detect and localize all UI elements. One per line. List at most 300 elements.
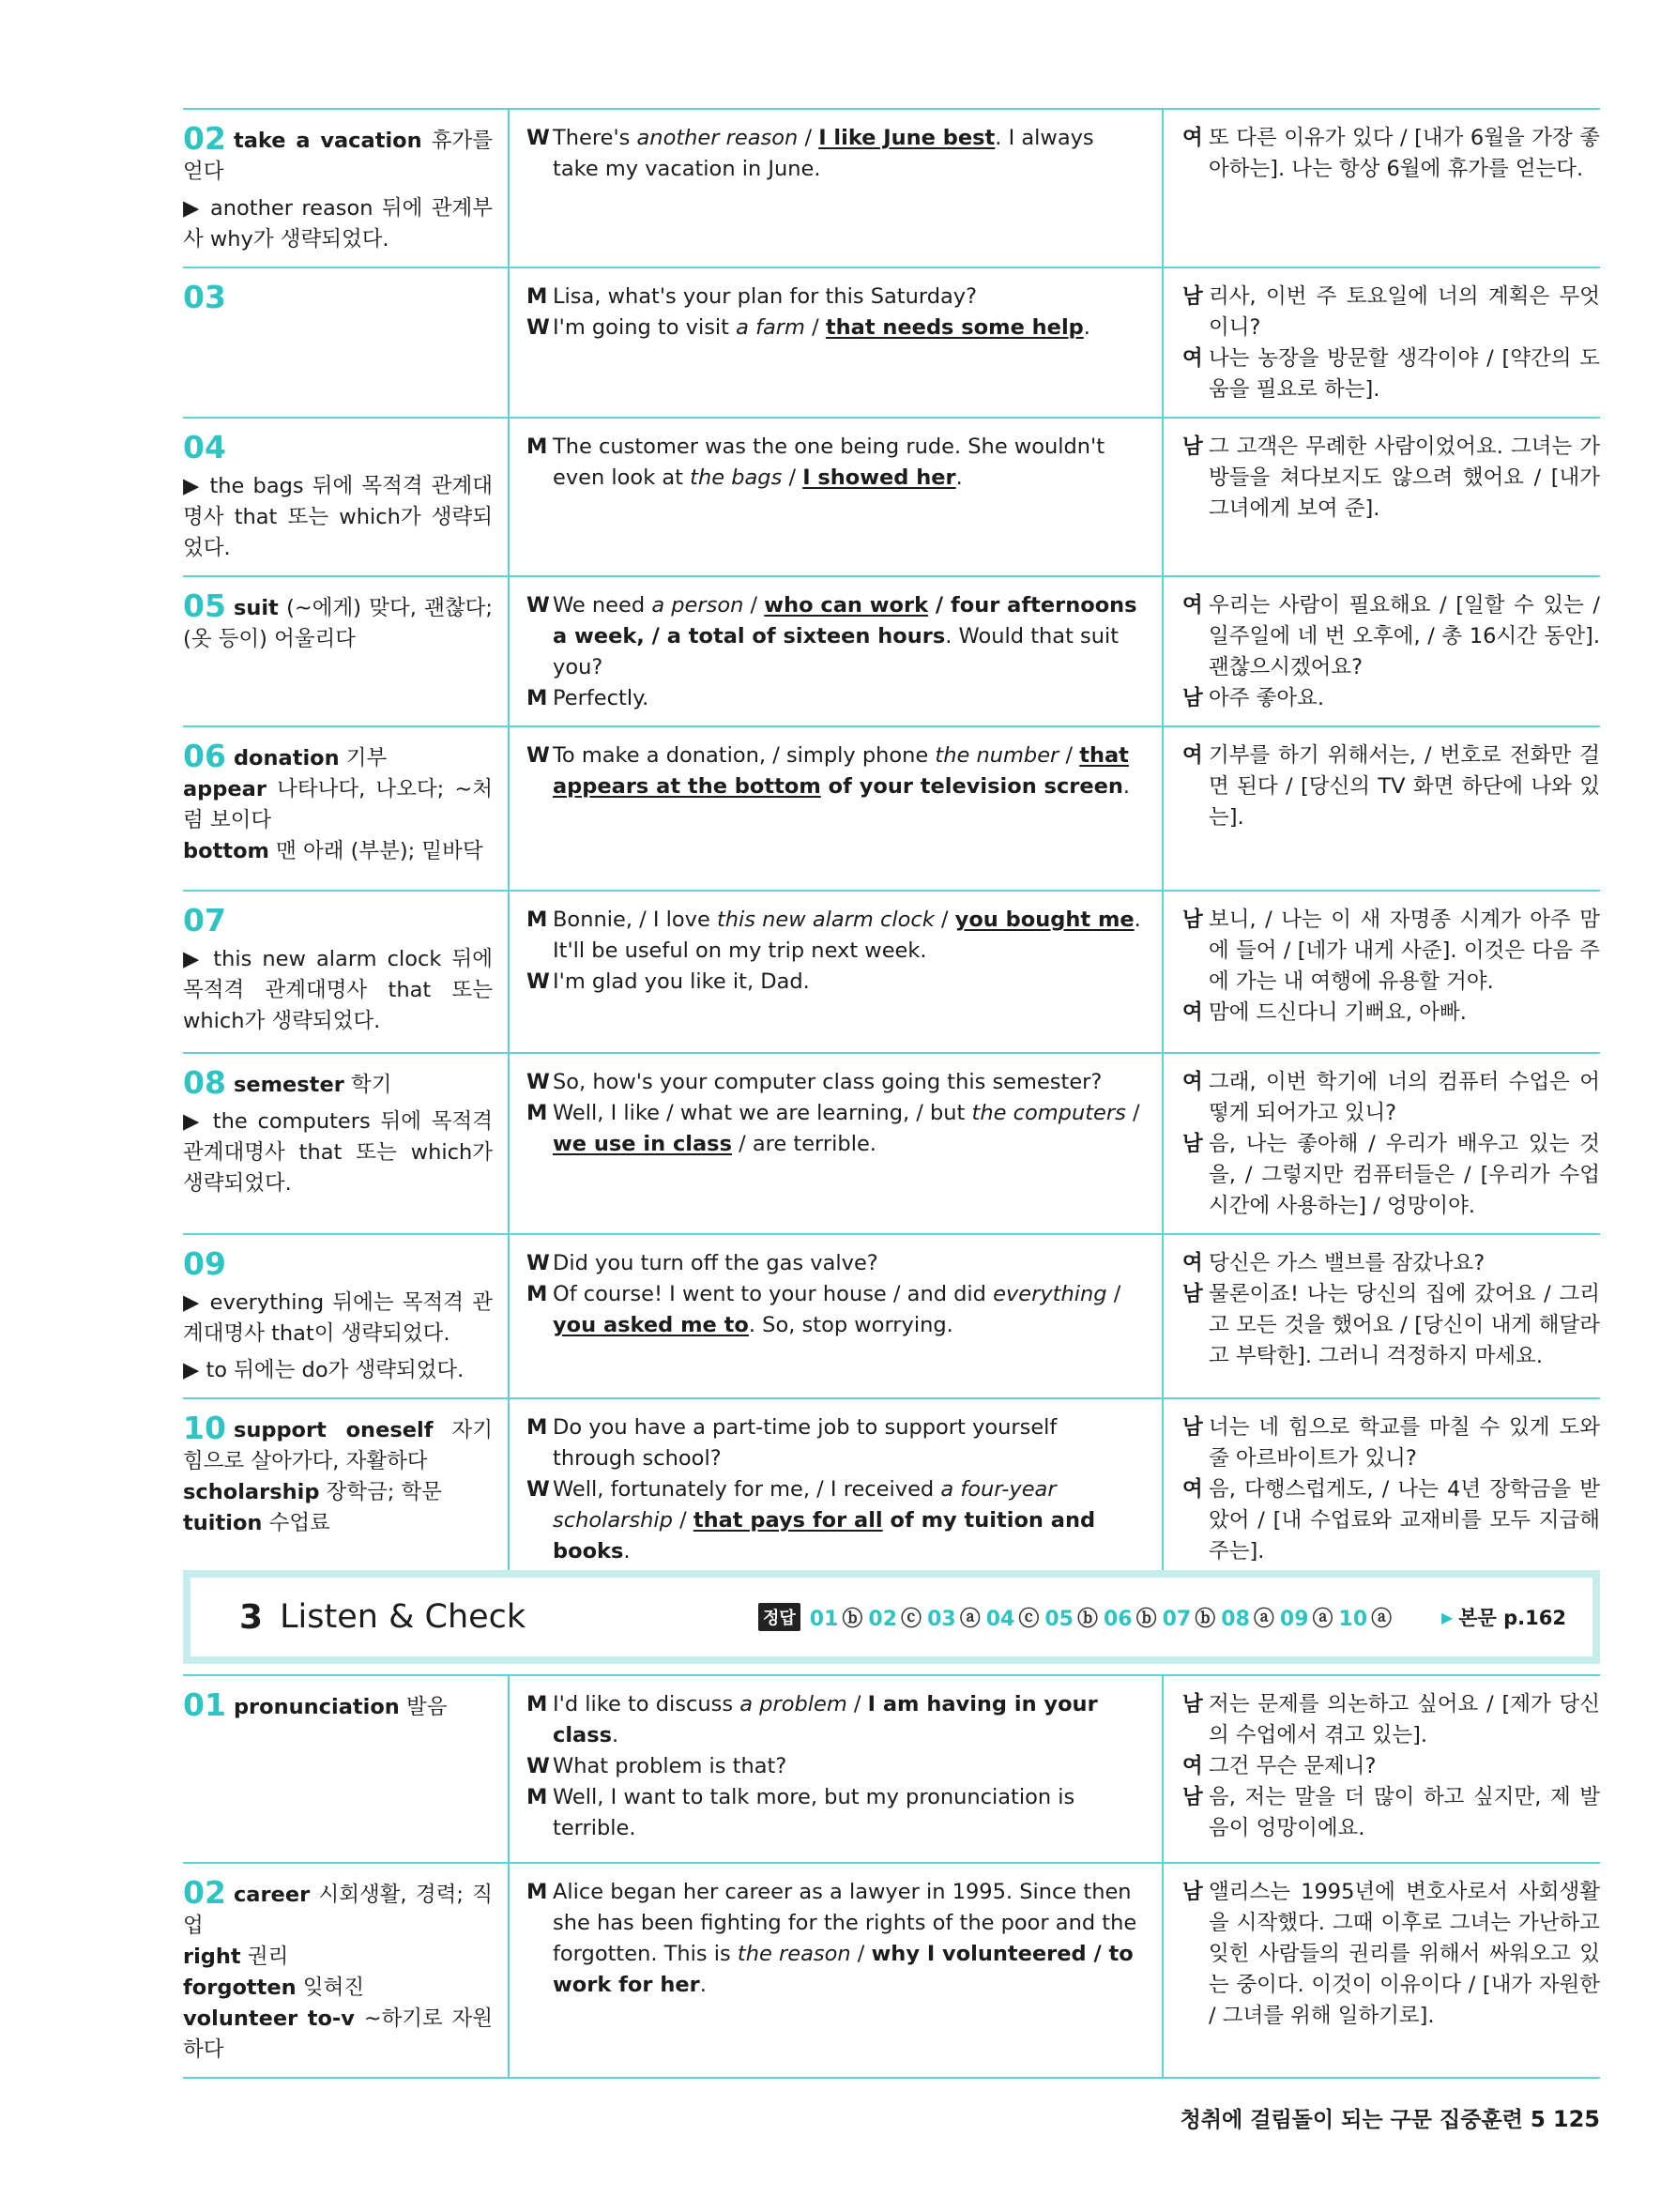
dialogue-segment: a problem — [739, 1692, 847, 1716]
notes-cell — [183, 109, 509, 267]
item-number: 06 — [183, 738, 226, 774]
dialogue-segment: Well, I want to talk more, but my pronunciation is terrible. — [553, 1785, 1075, 1840]
dialogue-text — [553, 1474, 1141, 1567]
korean-translation-cell — [1163, 267, 1600, 418]
translation-text: 맘에 드신다니 기뻐요, 아빠. — [1209, 1000, 1467, 1025]
note-line — [183, 1942, 493, 1973]
english-dialogue-cell — [509, 1398, 1163, 1579]
dialogue-segment: why I volunteered / to work for her — [553, 1942, 1134, 1997]
speaker-label: W — [526, 1251, 550, 1275]
answer-choice: ⓐ — [1312, 1607, 1333, 1631]
dialogue-segment: the number — [935, 743, 1059, 768]
dialogue-segment: who can work — [764, 593, 929, 618]
section-number: 3 — [239, 1597, 264, 1637]
translation-line — [1182, 1067, 1600, 1129]
answer-choice: ⓑ — [842, 1607, 863, 1631]
vocab-meaning: ~하기로 자원하다 — [183, 2006, 493, 2062]
grammar-note: ▶ to 뒤에는 do가 생략되었다. — [183, 1358, 465, 1382]
table-row — [183, 726, 1600, 891]
note-line — [183, 1412, 493, 1477]
translation-text: 우리는 사람이 필요해요 / [일할 수 있는 / 일주일에 네 번 오후에, / 총 16시간 동안]. 괜찮으시겠어요? — [1209, 593, 1600, 679]
dialogue-segment: So, how's your computer class going this semester? — [553, 1070, 1103, 1094]
answer-number: 06 — [1103, 1607, 1133, 1631]
vocab-meaning: 자기 힘으로 살아가다, 자활하다 — [183, 1418, 493, 1473]
dialogue-segment: / — [934, 908, 955, 932]
speaker-label: 여 — [1182, 126, 1203, 150]
item-number: 03 — [183, 279, 226, 315]
korean-translation-cell — [1163, 1234, 1600, 1398]
dialogue-text — [553, 1248, 1141, 1279]
dialogue-segment: . — [612, 1723, 619, 1747]
grammar-note: ▶ the computers 뒤에 목적격 관계대명사 that 또는 which가 생략되었다. — [183, 1109, 493, 1196]
korean-translation-cell — [1163, 1053, 1600, 1234]
translation-line — [1182, 343, 1600, 405]
vocab-meaning: 장학금; 학문 — [319, 1480, 442, 1504]
note-line — [183, 774, 493, 836]
speaker-label: M — [526, 1785, 548, 1809]
answer-list — [806, 1603, 1394, 1632]
dialogue-line — [526, 1689, 1141, 1751]
item-number: 10 — [183, 1410, 226, 1446]
dialogue-segment: this new alarm clock — [716, 908, 935, 932]
answer-choice: ⓒ — [901, 1607, 922, 1631]
table-row — [183, 891, 1600, 1053]
translation-line — [1182, 683, 1600, 714]
dialogue-segment: a person — [651, 593, 744, 618]
english-dialogue-cell — [509, 726, 1163, 891]
dialogue-table-part-1 — [183, 108, 1600, 1580]
dialogue-segment: I'd like to discuss — [553, 1692, 740, 1716]
vocab-term: career — [233, 1883, 311, 1907]
dialogue-text — [553, 1782, 1141, 1844]
translation-text: 그래, 이번 학기에 너의 컴퓨터 수업은 어떻게 되어가고 있니? — [1209, 1070, 1600, 1125]
translation-text: 물론이죠! 나는 당신의 집에 갔어요 / 그리고 모든 것을 했어요 / [당신이 내게 해달라고 부탁한]. 그러니 걱정하지 마세요. — [1209, 1282, 1600, 1368]
item-number: 08 — [183, 1064, 226, 1101]
item-number: 04 — [183, 429, 226, 465]
vocab-term: forgotten — [183, 1976, 297, 2000]
korean-translation-cell — [1163, 1675, 1600, 1863]
dialogue-text — [553, 590, 1141, 683]
dialogue-segment: / — [846, 1692, 868, 1716]
note-line — [183, 587, 493, 655]
dialogue-segment: Alice began her career as a lawyer in 1995. Since then she has been fighting for the rights of the poor and the forgotten. This is — [553, 1880, 1137, 1966]
speaker-label: M — [526, 908, 548, 932]
dialogue-segment: everything — [993, 1282, 1107, 1306]
dialogue-segment: Did you turn off the gas valve? — [553, 1251, 878, 1275]
speaker-label: M — [526, 435, 548, 459]
dialogue-segment: / — [1059, 743, 1080, 768]
answer-number: 10 — [1338, 1607, 1368, 1631]
dialogue-segment: / — [850, 1942, 872, 1966]
notes-cell — [183, 891, 509, 1053]
dialogue-text — [553, 282, 1141, 313]
notes-cell — [183, 418, 509, 576]
speaker-label: W — [526, 743, 550, 768]
english-dialogue-cell — [509, 267, 1163, 418]
speaker-label: W — [526, 969, 550, 994]
dialogue-segment: / — [798, 126, 819, 150]
speaker-label: 남 — [1182, 1785, 1203, 1809]
dialogue-segment: / — [1106, 1282, 1121, 1306]
dialogue-segment: / — [743, 593, 765, 618]
note-line — [183, 1973, 493, 2004]
dialogue-text — [553, 1877, 1141, 2001]
dialogue-segment: of your television screen — [820, 774, 1123, 799]
translation-line — [1182, 1129, 1600, 1222]
notes-cell — [183, 267, 509, 418]
number-line — [183, 1245, 493, 1282]
dialogue-segment: Of course! I went to your house / and did — [553, 1282, 994, 1306]
dialogue-segment: What problem is that? — [553, 1754, 787, 1778]
dialogue-segment: that needs some help — [825, 315, 1084, 340]
answer-choice: ⓑ — [1076, 1607, 1098, 1631]
speaker-label: 남 — [1182, 1880, 1203, 1904]
dialogue-segment: I'm going to visit — [553, 315, 737, 340]
note-line — [183, 2004, 493, 2066]
note-line — [183, 1874, 493, 1942]
dialogue-line — [526, 313, 1141, 343]
translation-line — [1182, 1782, 1600, 1844]
korean-translation-cell — [1163, 109, 1600, 267]
vocab-meaning: (~에게) 맞다, 괜찮다; (옷 등이) 어울리다 — [183, 596, 493, 651]
speaker-label: 여 — [1182, 1754, 1203, 1778]
dialogue-line — [526, 905, 1141, 967]
dialogue-segment: / — [804, 315, 826, 340]
page-number: 125 — [1552, 2106, 1600, 2132]
dialogue-segment: The customer was the one being rude. She wouldn't even look at — [553, 435, 1105, 490]
grammar-note: ▶ this new alarm clock 뒤에 목적격 관계대명사 that 또는 which가 생략되었다. — [183, 947, 493, 1033]
dialogue-segment: Lisa, what's your plan for this Saturday? — [553, 284, 978, 309]
grammar-note: ▶ everything 뒤에는 목적격 관계대명사 that이 생략되었다. — [183, 1290, 493, 1346]
translation-line — [1182, 123, 1600, 185]
dialogue-segment: I am having in your class — [553, 1692, 1098, 1747]
speaker-label: W — [526, 1477, 550, 1502]
translation-line — [1182, 1412, 1600, 1474]
speaker-label: M — [526, 1415, 548, 1440]
item-number: 02 — [183, 120, 226, 157]
dialogue-line — [526, 1098, 1141, 1160]
english-dialogue-cell — [509, 109, 1163, 267]
translation-text: 저는 문제를 의논하고 싶어요 / [제가 당신의 수업에서 겪고 있는]. — [1209, 1692, 1600, 1747]
speaker-label: 여 — [1182, 1477, 1203, 1502]
answer-choice: ⓐ — [1253, 1607, 1274, 1631]
dialogue-table-part-2 — [183, 1674, 1600, 2079]
dialogue-text — [553, 683, 1141, 714]
answer-number: 03 — [927, 1607, 956, 1631]
vocab-meaning: 권리 — [240, 1945, 289, 1969]
translation-line — [1182, 432, 1600, 525]
dialogue-line — [526, 1877, 1141, 2001]
speaker-label: 남 — [1182, 1132, 1203, 1156]
translation-line — [1182, 1877, 1600, 2032]
answer-choice: ⓑ — [1135, 1607, 1157, 1631]
dialogue-segment: Perfectly. — [553, 686, 649, 710]
vocab-term: semester — [233, 1073, 344, 1097]
translation-text: 아주 좋아요. — [1209, 686, 1324, 710]
translation-text: 기부를 하기 위해서는, / 번호로 전화만 걸면 된다 / [당신의 TV 화면 하단에 나와 있는]. — [1209, 743, 1600, 830]
answer-label: 정답 — [758, 1603, 800, 1631]
dialogue-line — [526, 1279, 1141, 1341]
dialogue-segment: that appears at the bottom — [553, 743, 1129, 799]
dialogue-segment: a farm — [736, 315, 805, 340]
note-line — [183, 740, 493, 774]
note-line — [183, 1477, 493, 1508]
dialogue-line — [526, 740, 1141, 802]
translation-text: 너는 네 힘으로 학교를 마칠 수 있게 도와줄 아르바이트가 있니? — [1209, 1415, 1600, 1471]
translation-text: 음, 저는 말을 더 많이 하고 싶지만, 제 발음이 엉망이에요. — [1209, 1785, 1600, 1840]
grammar-note: ▶ the bags 뒤에 목적격 관계대명사 that 또는 which가 생략되었다. — [183, 474, 493, 560]
dialogue-line — [526, 432, 1141, 494]
speaker-label: 여 — [1182, 1000, 1203, 1025]
vocab-term: tuition — [183, 1511, 263, 1535]
dialogue-text — [553, 123, 1141, 185]
dialogue-segment: . — [955, 465, 963, 490]
item-number: 07 — [183, 902, 226, 938]
speaker-label: 여 — [1182, 1251, 1203, 1275]
dialogue-text — [553, 1412, 1141, 1474]
speaker-label: W — [526, 126, 550, 150]
dialogue-segment: I like June best — [818, 126, 996, 150]
korean-translation-cell — [1163, 726, 1600, 891]
speaker-label: 남 — [1182, 284, 1203, 309]
table-row — [183, 1053, 1600, 1234]
dialogue-segment: the reason — [737, 1942, 851, 1966]
number-line — [183, 279, 493, 315]
vocab-meaning: 시회생활, 경력; 직업 — [183, 1883, 493, 1938]
dialogue-line — [526, 1474, 1141, 1567]
dialogue-segment: . — [699, 1973, 707, 1997]
dialogue-line — [526, 1412, 1141, 1474]
answer-choice: ⓐ — [959, 1607, 981, 1631]
vocab-term: volunteer to-v — [183, 2006, 355, 2031]
notes-cell — [183, 1675, 509, 1863]
notes-cell — [183, 1234, 509, 1398]
answer-choice: ⓐ — [1371, 1607, 1393, 1631]
dialogue-text — [553, 1279, 1141, 1341]
dialogue-segment: I showed her — [802, 465, 956, 490]
vocab-meaning: 잊혀진 — [296, 1976, 365, 2000]
speaker-label: 여 — [1182, 593, 1203, 618]
dialogue-segment: / — [1125, 1101, 1140, 1125]
english-dialogue-cell — [509, 1675, 1163, 1863]
dialogue-segment: Well, I like / what we are learning, / but — [553, 1101, 972, 1125]
speaker-label: 남 — [1182, 1692, 1203, 1716]
dialogue-line — [526, 1782, 1141, 1844]
number-line — [183, 429, 493, 465]
speaker-label: W — [526, 1070, 550, 1094]
dialogue-text — [553, 905, 1141, 967]
dialogue-line — [526, 683, 1141, 714]
speaker-label: M — [526, 284, 548, 309]
dialogue-segment: . — [1122, 774, 1131, 799]
english-dialogue-cell — [509, 891, 1163, 1053]
vocab-meaning: 나타나다, 나오다; ~처럼 보이다 — [183, 777, 493, 832]
speaker-label: M — [526, 686, 548, 710]
korean-translation-cell — [1163, 891, 1600, 1053]
dialogue-segment: we use in class — [553, 1132, 732, 1156]
translation-line — [1182, 282, 1600, 343]
english-dialogue-cell — [509, 576, 1163, 726]
notes-cell — [183, 1863, 509, 2078]
english-dialogue-cell — [509, 1053, 1163, 1234]
speaker-label: W — [526, 1754, 550, 1778]
dialogue-segment: / four afternoons a week, / a total of sixteen hours — [553, 593, 1137, 648]
vocab-meaning: 수업료 — [262, 1511, 330, 1535]
translation-text: 그 고객은 무례한 사람이었어요. 그녀는 가방들을 쳐다보지도 않으려 했어요 / [내가 그녀에게 보여 준]. — [1209, 435, 1600, 521]
footer-title: 청취에 걸림돌이 되는 구문 집중훈련 5 — [1180, 2108, 1546, 2132]
vocab-term: suit — [233, 596, 279, 620]
vocab-term: take a vacation — [233, 129, 422, 153]
vocab-term: appear — [183, 777, 267, 801]
dialogue-segment: To make a donation, / simply phone — [553, 743, 936, 768]
translation-text: 음, 다행스럽게도, / 나는 4년 장학금을 받았어 / [내 수업료와 교재비를 모두 지급해 주는]. — [1209, 1477, 1600, 1564]
dialogue-segment: Do you have a part-time job to support yourself through school? — [553, 1415, 1058, 1471]
dialogue-line — [526, 1248, 1141, 1279]
answer-choice: ⓑ — [1195, 1607, 1216, 1631]
table-row — [183, 418, 1600, 576]
speaker-label: 남 — [1182, 686, 1203, 710]
speaker-label: W — [526, 315, 550, 340]
answer-number: 09 — [1279, 1607, 1309, 1631]
dialogue-segment: you asked me to — [553, 1313, 749, 1337]
translation-text: 보니, / 나는 이 새 자명종 시계가 아주 맘에 들어 / [네가 내게 사준]. 이것은 다음 주에 가는 내 여행에 유용할 거야. — [1209, 908, 1600, 994]
speaker-label: W — [526, 593, 550, 618]
item-number: 05 — [183, 587, 226, 624]
answer-number: 04 — [985, 1607, 1015, 1631]
note-line — [183, 1064, 493, 1101]
speaker-label: 여 — [1182, 743, 1203, 768]
dialogue-segment: I'm glad you like it, Dad. — [553, 969, 810, 994]
translation-text: 당신은 가스 밸브를 잠갔나요? — [1209, 1251, 1486, 1275]
note-line — [183, 120, 493, 188]
table-row — [183, 1863, 1600, 2078]
translation-line — [1182, 998, 1600, 1029]
answer-number: 05 — [1044, 1607, 1074, 1631]
dialogue-segment: . It'll be useful on my trip next week. — [553, 908, 1141, 963]
notes-cell — [183, 1053, 509, 1234]
speaker-label: M — [526, 1880, 548, 1904]
notes-cell — [183, 576, 509, 726]
speaker-label: 여 — [1182, 1070, 1203, 1094]
dialogue-segment: . — [623, 1539, 631, 1564]
page-reference-text: 본문 p.162 — [1458, 1607, 1566, 1629]
dialogue-segment: / are terrible. — [731, 1132, 876, 1156]
speaker-label: M — [526, 1692, 548, 1716]
table-row — [183, 109, 1600, 267]
dialogue-segment: There's — [553, 126, 637, 150]
dialogue-line — [526, 590, 1141, 683]
vocab-term: support oneself — [233, 1418, 434, 1442]
dialogue-segment: / — [672, 1508, 693, 1533]
vocab-meaning: 기부 — [339, 746, 388, 770]
dialogue-text — [553, 1098, 1141, 1160]
answer-number: 02 — [868, 1607, 898, 1631]
page-footer — [1181, 2102, 1600, 2133]
translation-line — [1182, 1474, 1600, 1567]
item-number: 09 — [183, 1245, 226, 1282]
table-row — [183, 1234, 1600, 1398]
korean-translation-cell — [1163, 576, 1600, 726]
table-row — [183, 1398, 1600, 1579]
korean-translation-cell — [1163, 418, 1600, 576]
translation-line — [1182, 1751, 1600, 1782]
speaker-label: M — [526, 1282, 548, 1306]
dialogue-text — [553, 740, 1141, 802]
table-row — [183, 267, 1600, 418]
section-3-header — [183, 1570, 1600, 1664]
vocab-term: pronunciation — [233, 1695, 400, 1719]
dialogue-text — [553, 432, 1141, 494]
notes-cell — [183, 1398, 509, 1579]
korean-translation-cell — [1163, 1863, 1600, 2078]
dialogue-line — [526, 1067, 1141, 1098]
translation-text: 리사, 이번 주 토요일에 너의 계획은 무엇이니? — [1209, 284, 1600, 340]
dialogue-text — [553, 1689, 1141, 1751]
table-row — [183, 576, 1600, 726]
translation-text: 또 다른 이유가 있다 / [내가 6월을 가장 좋아하는]. 나는 항상 6월에 휴가를 얻는다. — [1209, 126, 1600, 181]
dialogue-segment: a four-year scholarship — [553, 1477, 1057, 1533]
dialogue-line — [526, 123, 1141, 185]
translation-text: 음, 나는 좋아해 / 우리가 배우고 있는 것을, / 그렇지만 컴퓨터들은 / [우리가 수업 시간에 사용하는] / 엉망이야. — [1209, 1132, 1600, 1218]
note-line — [183, 1686, 493, 1723]
number-line — [183, 902, 493, 938]
dialogue-segment: the computers — [971, 1101, 1126, 1125]
translation-line — [1182, 590, 1600, 683]
translation-text: 그건 무슨 문제니? — [1209, 1754, 1377, 1778]
vocab-meaning: 휴가를 얻다 — [183, 129, 493, 184]
answer-key — [758, 1578, 1394, 1656]
translation-line — [1182, 1689, 1600, 1751]
note-line — [183, 836, 493, 867]
vocab-meaning: 학기 — [343, 1073, 392, 1097]
translation-text: 나는 농장을 방문할 생각이야 / [약간의 도움을 필요로 하는]. — [1209, 346, 1600, 402]
vocab-term: right — [183, 1945, 241, 1969]
speaker-label: M — [526, 1101, 548, 1125]
english-dialogue-cell — [509, 418, 1163, 576]
speaker-label: 남 — [1182, 1282, 1203, 1306]
speaker-label: 여 — [1182, 346, 1203, 371]
table-row — [183, 1675, 1600, 1863]
translation-line — [1182, 1279, 1600, 1372]
dialogue-segment: Well, fortunately for me, / I received — [553, 1477, 941, 1502]
translation-line — [1182, 1248, 1600, 1279]
dialogue-segment: . I always take my vacation in June. — [553, 126, 1094, 181]
page-reference — [1441, 1578, 1566, 1656]
dialogue-segment: . — [1083, 315, 1090, 340]
korean-translation-cell — [1163, 1398, 1600, 1579]
dialogue-line — [526, 967, 1141, 998]
dialogue-segment: / — [782, 465, 803, 490]
dialogue-segment: another reason — [636, 126, 799, 150]
english-dialogue-cell — [509, 1234, 1163, 1398]
item-number: 01 — [183, 1686, 226, 1723]
translation-text: 앨리스는 1995년에 변호사로서 사회생활을 시작했다. 그때 이후로 그녀는 가난하고 잊힌 사람들의 권리를 위해서 싸워오고 있는 중이다. 이것이 이유이다 / [내가 자원한 / 그녀를 위해 일하기로]. — [1209, 1880, 1600, 2028]
vocab-term: donation — [233, 746, 340, 770]
dialogue-segment: you bought me — [954, 908, 1135, 932]
english-dialogue-cell — [509, 1863, 1163, 2078]
vocab-term: scholarship — [183, 1480, 320, 1504]
answer-number: 08 — [1221, 1607, 1250, 1631]
answer-choice: ⓒ — [1018, 1607, 1040, 1631]
dialogue-text — [553, 967, 1141, 998]
grammar-note: ▶ another reason 뒤에 관계부사 why가 생략되었다. — [183, 196, 493, 252]
dialogue-segment: that pays for all — [693, 1508, 883, 1533]
note-line — [183, 1508, 493, 1539]
section-title: Listen & Check — [280, 1598, 526, 1636]
dialogue-line — [526, 282, 1141, 313]
speaker-label: 남 — [1182, 908, 1203, 932]
dialogue-segment: . Would that suit you? — [553, 624, 1120, 679]
